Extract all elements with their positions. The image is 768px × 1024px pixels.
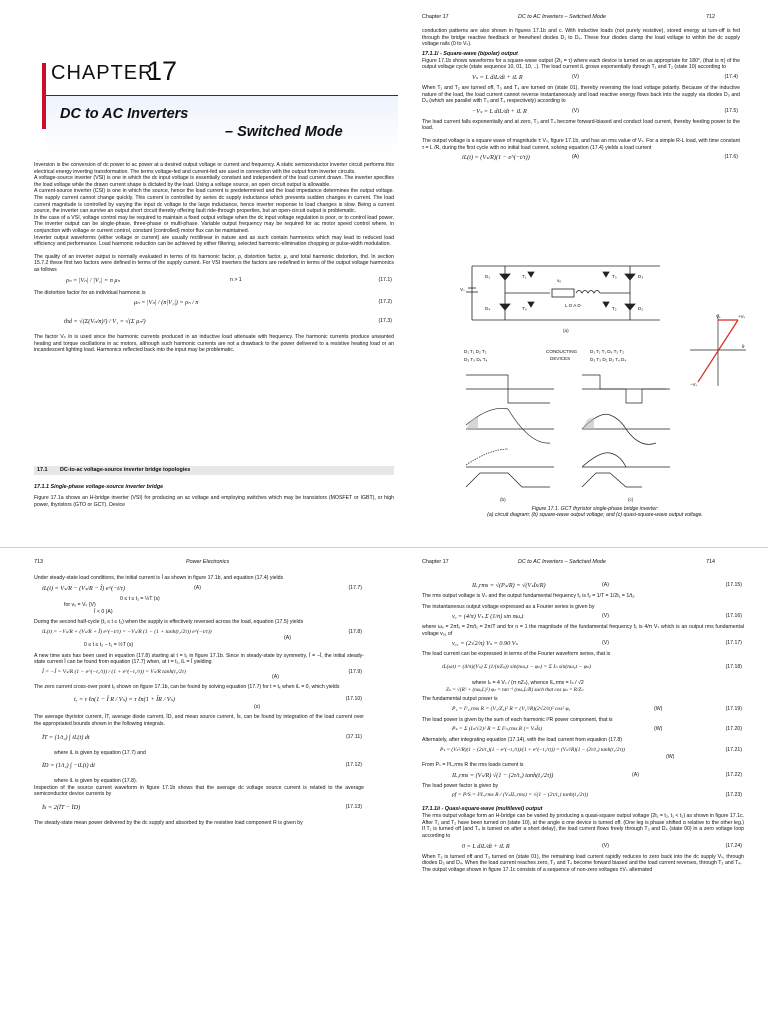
running-header-title: Power Electronics [186,559,230,565]
equation-17-11: ĪT = (1/t₂) ∫ iL(t) dt (17.11) [42,733,362,741]
equation-17-1: ρₙ = |Vₙ| / |V₁| = n μₙ n > 1 (17.1) [66,276,392,284]
equation-17-6: iL(t) = (Vₛ/R)(1 − e^(−t/τ)) (A) (17.6) [462,154,738,162]
svg-text:D₁ T₁ D₂ T₂: D₁ T₁ D₂ T₂ [464,349,487,354]
paragraph: Figure 17.1a shows an H-bridge inverter (VSI) for producing an ac voltage and employing switches which may be transistors (MOSFET or IGBT), or high power, thyristors (GTO or GCT). Device [34,495,394,508]
label-t4: T₄ [522,306,527,311]
equation-17-2: μₙ = |Vₙ| / (n|V₁|) = ρₙ / n (17.2) [134,299,392,307]
page-714 [384,553,768,1024]
equation-17-19: P₁ = I²₁,rms R = (V₁/Z₁)² R = (V₁²/R)(2√2/π)² cos² φ₁ (W) (17.19) [452,705,742,712]
paragraph: A new time axis has been used in equation (17.8) starting at t = t₁ in figure 17.1b. Since in steady-state by symmetry, Ǐ = −Î, the initial steady-state current Ǐ can be found from equation (17.7) when, at t = t₁, iL = Ǐ yielding [34,652,364,666]
equation-17-12: ĪD = (1/t₂) ∫ −iL(t) dt (17.12) [42,762,362,770]
paragraph: The load power is given by the sum of each harmonic I²R power component, that is [422,716,613,723]
paragraph: From Pₛ = I²L,rms R the rms loads current is [422,761,524,768]
paragraph: When T₂ is turned off and T₃ turned on (state 01), the remaining load current rapidly reduces to zero back into the dc supply Vₛ, through diodes D₃ and D₄. When the load current reaches zero, T₃ and T₄ become forward biased and the load current reverses, through T₃ and T₄. [422,853,744,867]
paragraph: The load power factor is given by [422,782,499,789]
chapter-number: 17 [147,56,178,86]
paragraph: conduction patterns are also shown in figures 17.1b and c. With inductive loads (not purely resistive), stored energy at turn-off is fed through the bridge reactive feedback or freewheel diodes D₁ to D₄. These four diodes clamp the load voltage to within the dc supply voltage rails (0 to Vₛ). [422,28,740,48]
subsection-heading: 17.1.1i - Square-wave (bipolar) output [422,50,518,57]
paragraph: Under steady-state load conditions, the initial current is Î as shown in figure 17.1b, and equation (17.4) yields [34,575,284,581]
label-t1: T₁ [522,274,527,279]
paragraph: Inversion is the conversion of dc power to ac power at a desired output voltage or current and frequency. A static semiconductor inverter circuit performs this electrical energy inverting transformation. The terms voltage-fed and current-fed are used in connection with the output from inverter circuits. [34,162,394,175]
paragraph: Inspection of the source current waveform in figure 17.1b shows that the average dc voltage source current is related to the average semiconductor device currents by [34,784,364,798]
label-d1: D₁ [485,274,490,279]
equation-17-21: Pₛ = (Vₛ²/R)(1 − (2τ/t₁)(1 − e^(−t₁/τ))/(1 + e^(−t₁/τ))) = (Vₛ²/R)(1 − (2τ/t₁) tanh(t₁/2τ)) (W) (17.21) [440,746,742,760]
subsection-block [34,481,394,508]
paragraph: Figure 17.1b shows waveforms for a square-wave output (2t₁ = τ) where each device is turned on as appropriate for 180°, (that is π) of the output voltage cycle (state sequence 10, 01, 10, ..). The load current iL grows exponentially through T₁ and T₂ (state 10) according to [422,57,740,71]
devices-label: DEVICES [550,356,571,361]
subfigure-label-b: (b) [500,497,506,502]
label-t2: T₂ [612,306,617,311]
conducting-label: CONDUCTING [546,349,578,354]
label-d4: D₄ [485,306,491,311]
svg-text:−Vₛ: −Vₛ [690,382,698,387]
equation-17-8: iL(t) = −Vₛ/R + (Vₛ/R + Î) e^(−t/τ) = −Vₛ/R (1 − (1 + tanh(t₁/2τ)) e^(−t/τ)) (A) (17.8) [42,628,362,641]
svg-text:D₃ T₃ D₂ D₃ T₄ D₄: D₃ T₃ D₂ D₃ T₄ D₄ [590,357,627,362]
paragraph: During the second half-cycle (t₁ ≤ t ≤ t₂) when the supply is effectively reversed across the load, equation (17.5) yields [34,619,304,626]
chapter-title-line2: – Switched Mode [225,124,343,140]
subfigure-label-c: (c) [628,497,634,502]
equation-17-17: vₒ₁ = (2√2/π) Vₛ = 0.90 Vₛ (V) (17.17) [452,640,742,648]
equation-17-9: Ǐ = −Î = Vₛ/R (1 − e^(−t₁/τ)) / (1 + e^(−t₁/τ)) = Vₛ/R tanh(t₁/2τ) (A) (17.9) [42,668,362,680]
paragraph: The load current can be expressed in terms of the Fourier waveform series, that is [422,651,611,658]
paragraph: where iL is given by equation (17.8). [54,778,138,785]
svg-text:Vₛ: Vₛ [716,314,721,319]
paragraph: The output voltage is a square wave of magnitude ± Vₛ, figure 17.1b, and has an rms value of Vₛ. For a simple R-L load, with time constant τ = L /R, during the first cycle with no initial load current, solving equation (17.4) yields a load current [422,137,740,151]
paragraph: A current-source inverter (CSI) is one in which the source, hence the load current is predetermined and the load impedance determines the output voltage. The supply current cannot change quickly. This current is controlled by series dc supply inductance which prevents sudden changes in current. The load current magnitude is controlled by varying the input dc voltage to the large inductance, hence inverter response to load changes is slow. Being a current source, the inverter can survive an output short circuit thereby offering fault ride-through properties, but an open-circuit output is problematic. [34,188,394,215]
equation-17-5: −Vₛ = L diL/dt + iL R (V) (17.5) [472,107,738,115]
chapter-label: CHAPTER [51,62,154,84]
equation-17-24: 0 = L diL/dt + iL R (V) (17.24) [462,842,742,850]
paragraph: The distortion factor for an individual harmonic is [34,289,146,296]
paragraph: The fundamental output power is [422,696,498,703]
equation-17-7: iL(t) = Vₛ/R − (Vₛ/R − Î) e^(−t/τ) (A) (17.7) [42,584,362,592]
label-d3: D₃ [638,274,644,279]
equation-17-3: thd = √(Σ(Vₙ/n)²) / V₁ = √(Σ μₙ²) (17.3) [64,318,392,326]
paragraph: The output voltage shown in figure 17.1c consists of a sequence of non-zero voltages ±Vₛ alternated [422,866,653,873]
page-number: 714 [706,559,715,565]
page-separator [0,547,768,548]
subfigure-label-a: (a) [563,328,569,333]
condition: for vₒ = Vₛ (V) [64,602,96,609]
subsection-heading: 17.1.1ii - Quasi-square-wave (multilevel) output [422,806,543,813]
equation-17-20: Pₛ = Σ (Iₙ/√2)² R = Σ I²ₙ,rms R (= VₛĪs) (W) (17.20) [452,726,742,733]
chapter-title-line1: DC to AC Inverters [60,106,189,122]
equation-17-22: IL,rms = (Vₛ/R) √(1 − (2τ/t₁) tanh(t₁/2τ)) (A) (17.22) [452,771,742,779]
condition: 0 ≤ t ≤ t₂ − t₁ = ½T (s) [84,641,134,648]
svg-text:D₁ T₁ T₁ D₄ T₂ T₂: D₁ T₁ T₁ D₄ T₂ T₂ [590,349,624,354]
equation-17-10: tₓ = τ ℓn(1 − Î R / Vₛ) = τ ℓn(1 + ǏR / Vₛ) (s) (17.10) [74,696,362,711]
paragraph: The zero current cross-over point tₓ shown on figure 17.1b, can be found by solving equation (17.7) for t = tₓ when iL = 0, which yields [34,683,340,690]
paragraph: A voltage-source inverter (VSI) is one in which the dc input voltage is essentially constant and independent of the load current drawn. The inverter specifies the load voltage while the drawn current shape is dictated by the load. Using a voltage source, an open circuit output is allowable. [34,175,394,188]
equation-17-16: vₒ = (4/π) Vₛ Σ (1/n) sin nωₒt (V) (17.16) [452,613,742,621]
output-characteristic-plot [686,310,750,390]
paragraph: The quality of an inverter output is normally evaluated in terms of its harmonic factor, ρ, distortion factor, μ, and total harmonic distortion, thd. In section 15.7.2 these first two factors were defined in terms of the supply current. For VSI inverters the factors are redefined in terms of the output voltage harmonics as follows [34,253,394,273]
page-number: 713 [34,559,43,565]
figure-caption: Figure 17.1. GCT thyristor single-phase bridge inverter: (a) circuit diagram; (b) square-wave output voltage; and (c) quasi-square-wave output voltage. [487,506,703,518]
right-column-text [422,28,740,165]
paragraph: The instantaneous output voltage expressed as a Fourier series is given by [422,603,595,610]
page-713-text [34,575,364,827]
paragraph: The average thyristor current, ĪT, average diode current, ĪD, and mean source current, Īs, can be found by integration of the load current over the appropriated bounds shown in the following integrals. [34,714,364,727]
h-bridge-circuit-diagram [460,258,675,336]
paragraph: The steady-state mean power delivered by the dc supply and absorbed by the resistive load component R is given by [34,819,303,826]
equation-17-18: iL(ωt) = (4/π)(Vₛ) Σ (1/(nZₙ)) sin(nωₒt − φₙ) = Σ Iₙ sin(nωₒt − φₙ) (17.18) [442,663,742,670]
subsection-heading: 17.1.1 Single-phase voltage-source inverter bridge [34,484,164,490]
equation-17-15: IL,rms = √(Pₛ/R) = √(VₛĪs/R) (A) (17.15) [472,582,742,589]
section-heading-17-1: 17.1 DC-to-ac voltage-source inverter bridge topologies [34,466,394,475]
paragraph: The rms output voltage form an H-bridge can be varied by producing a quasi-square output voltage (2t₁ = t₂, t₁ < t₂) as shown in figure 17.1c. After T₁ and T₂ have been turned on (state 10), at the angle α one device is turned off. (One leg is phase shifted α relative to the other leg.) If T₁ is turned off (and T₄ is turned on after a short delay), the load current flows freely through T₂ and D₄ (state 00) in a zero voltage loop according to [422,813,744,839]
equation-17-13: Īs = 2(ĪT − ĪD) (17.13) [42,803,362,811]
running-header-title: DC to AC Inverters – Switched Mode [518,14,606,20]
inverter-waveforms [460,345,675,503]
equation-17-23: pf = P/S = I²L,rms R / (VₛIL,rms) = √(1 − (2τ/t₁) tanh(t₁/2τ)) (17.23) [452,792,742,799]
paragraph: where Iₙ = 4 Vₛ / (π nZₙ), whence IL,rms = Iₙ / √2 [472,679,584,686]
running-header-title: DC to AC Inverters – Switched Mode [518,559,606,565]
svg-text:θ: θ [742,344,745,349]
label-vo: vₒ [557,278,562,283]
running-header-chapter: Chapter 17 [422,559,449,565]
label-t3: T₃ [612,274,617,279]
equation-17-4: Vₛ = L diL/dt + iL R (V) (17.4) [472,73,738,81]
running-header-chapter: Chapter 17 [422,14,449,20]
paragraph: Inverter output waveforms (either voltage or current) are usually rectilinear in nature and as such contain harmonics which may lead to reduced load efficiency and performance. Load harmonic reduction can be achieved by either filtering, selected harmonic-elimination chopping or pulse-width modulation. [34,234,394,248]
page-714-text [422,579,744,873]
paragraph: Alternately, after integrating equation (17.14), with the load current from equation (17.8) [422,737,623,744]
equation-impedance: Zₙ = √(R² + (nωₒL)²) φₙ = tan⁻¹ (nωₒL/R) such that cos φₙ = R/Zₙ [446,686,584,693]
paragraph: When T₁ and T₂ are turned off, T₃ and T₄ are turned on (state 01), thereby reversing the load voltage polarity. Because of the inductive nature of the load, the load current cannot reverse instantaneously and load reactive energy flows back into the supply via diodes D₃ and D₄ (which are parallel with T₃ and T₄ respectively) according to [422,84,740,105]
paragraph: The factor Vₙ /n is used since the harmonic currents produced in an inductive load attenuate with frequency. The harmonic currents produce unwanted heating and torque oscillations in ac motors, although such harmonic currents are not a drawback to the power delivered to a resistive heating load or an incandescent lighting load. Harmonics reflected back into the input may be problematic. [34,334,394,354]
intro-text [34,162,394,354]
condition: Î < 0 (A) [94,608,113,615]
svg-text:+Vₛ: +Vₛ [738,314,746,319]
chapter-title-box [46,95,398,154]
svg-text:D₃ T₃ D₄ T₄: D₃ T₃ D₄ T₄ [464,357,488,362]
condition: 0 ≤ t ≤ t₁ = ½T (s) [120,595,160,602]
label-vs: Vₛ [460,287,465,292]
label-d2: D₂ [638,306,644,311]
paragraph: where ωₒ = 2πfₒ = 2π/t₂ = 2π/T and for n = 1 the magnitude of the fundamental frequency fₒ is 4/π Vₛ which is an output rms fundamental voltage vₒ₁ of [422,624,744,637]
page-713 [0,553,384,1024]
paragraph: where iL is given by equation (17.7) and [54,749,146,756]
paragraph: The rms output voltage is Vₛ and the output fundamental frequency fₒ is fₒ = 1/T = 1/2t₁ = 1/t₂. [422,593,636,599]
load-label: L O A D [565,303,581,308]
paragraph: The load current falls exponentially and at zero, T₃ and T₄ become forward-biased and conduct load current, thereby feeding power to the load. [422,118,740,132]
page-number: 712 [706,14,715,20]
load-current-b [466,408,550,443]
paragraph: In the case of a VSI, voltage control may be required to maintain a fixed output voltage when the dc input voltage regulation is poor, or to control load power. The inverter output can be single-phase, three-phase or multi-phase. Variable output frequency may be required for ac motor speed control where, in conjunction with voltage or current control, constant (controlled) motor flux can be maintained. [34,214,394,234]
